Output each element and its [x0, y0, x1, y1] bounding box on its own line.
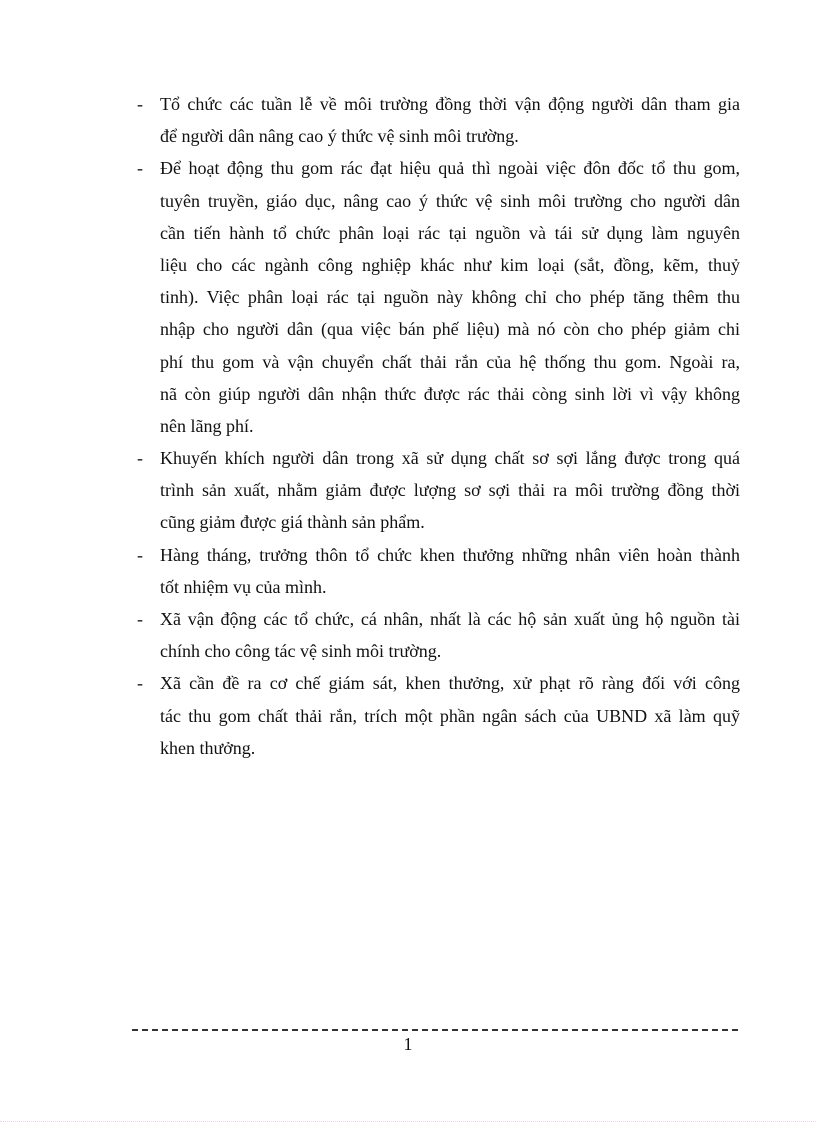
text-line: chính cho công tác vệ sinh môi trường.: [160, 641, 442, 662]
text-line: Để hoạt động thu gom rác đạt hiệu quả thì ngoài việc đôn đốc tổ thu gom,: [160, 158, 740, 179]
text-line: khen thưởng.: [160, 737, 256, 758]
bullet-dash: -: [137, 94, 143, 114]
text-line: liệu cho các ngành công nghiệp khác như kim loại (sắt, đồng, kẽm, thuỷ: [160, 254, 740, 275]
text-line: Tổ chức các tuần lễ về môi trường đồng thời vận động người dân tham gia: [160, 94, 740, 114]
text-line: phí thu gom và vận chuyển chất thải rắn của hệ thống thu gom. Ngoài ra,: [160, 351, 740, 372]
bullet-dash: -: [137, 158, 143, 179]
text-line: trình sản xuất, nhằm giảm được lượng sơ sợi thải ra môi trường đồng thời: [160, 480, 740, 501]
text-line: nhập cho người dân (qua việc bán phế liệu) mà nó còn cho phép giảm chi: [160, 319, 740, 340]
text-line: tốt nhiệm vụ của mình.: [160, 576, 327, 597]
bullet-item: [137, 442, 740, 539]
bullet-item: [137, 667, 740, 764]
page-number: 1: [403, 1034, 413, 1054]
text-line: cần tiến hành tổ chức phân loại rác tại nguồn và tái sử dụng làm nguyên: [160, 222, 740, 243]
text-line: nã còn giúp người dân nhận thức được rác thải còng sinh lời vì vậy không: [160, 383, 740, 404]
text-line: cũng giảm được giá thành sản phẩm.: [160, 512, 425, 533]
bullet-item: [137, 539, 740, 603]
text-line: Xã cần đề ra cơ chế giám sát, khen thưởng, xử phạt rõ ràng đối với công: [160, 673, 740, 694]
text-line: nên lãng phí.: [160, 415, 254, 436]
text-line: tuyên truyền, giáo dục, nâng cao ý thức vệ sinh môi trường cho người dân: [160, 190, 740, 211]
bullet-item: [137, 603, 740, 667]
bullet-dash: -: [137, 448, 143, 469]
text-line: tinh). Việc phân loại rác tại nguồn này không chỉ cho phép tăng thêm thu: [160, 287, 740, 308]
bullet-dash: -: [137, 544, 143, 565]
text-line: tác thu gom chất thải rắn, trích một phần ngân sách của UBND xã làm quỹ: [160, 705, 740, 726]
bullet-dash: -: [137, 609, 143, 629]
text-line: Khuyến khích người dân trong xã sử dụng chất sơ sợi lắng được trong quá: [160, 448, 740, 469]
page-edge: [0, 1121, 816, 1122]
text-line: Xã vận động các tổ chức, cá nhân, nhất là các hộ sản xuất ủng hộ nguồn tài: [160, 609, 740, 629]
text-line: Hàng tháng, trưởng thôn tổ chức khen thưởng những nhân viên hoàn thành: [160, 544, 740, 565]
footer-divider: [132, 1029, 738, 1031]
bullet-item: [137, 88, 740, 152]
bullet-dash: -: [137, 673, 143, 694]
text-line: để người dân nâng cao ý thức vệ sinh môi trường.: [160, 126, 519, 147]
document-body: [137, 88, 740, 764]
bullet-item: [137, 152, 740, 442]
